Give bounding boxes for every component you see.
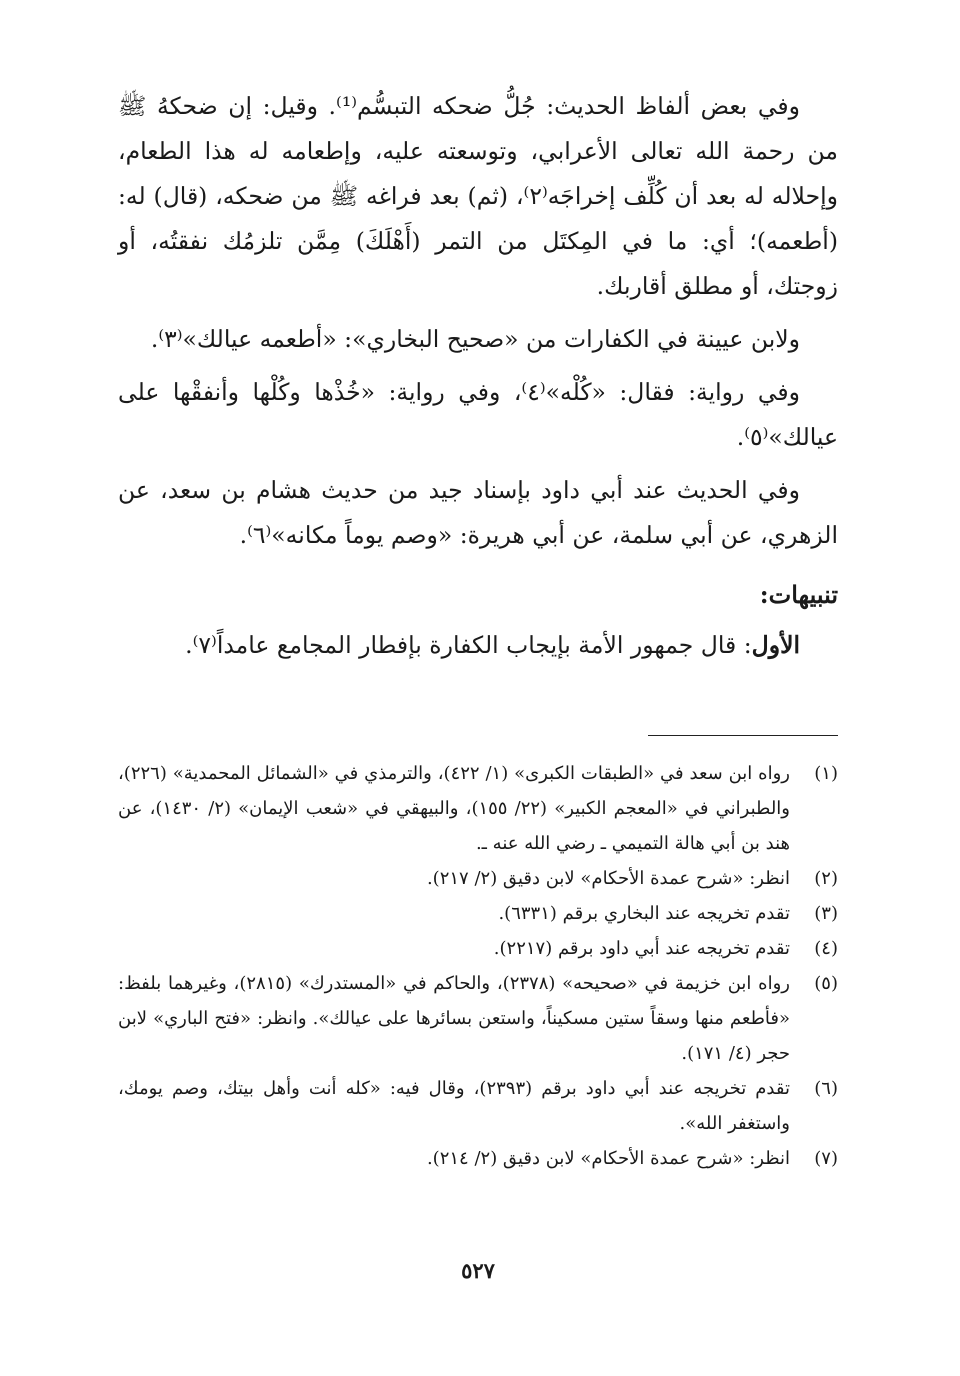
footnote-number: (٦) <box>814 1078 838 1099</box>
footnote-number: (٥) <box>814 973 838 994</box>
footnote-number: (٢) <box>814 868 838 889</box>
footnote-text: رواه ابن خزيمة في «صحيحه» (٢٣٧٨)، والحاكم في «المستدرك» (٢٨١٥)، وغيرهما بلفظ: «فأطعم منها وسقاً ستين مسكيناً، واستعن بسائرها على عيالك». وانظر: «فتح الباري» لابن حجر (٤/ ١٧١). <box>118 973 790 1064</box>
footnote-5 <box>118 966 838 1071</box>
paragraph-4: وفي الحديث عند أبي داود بإسناد جيد من حديث هشام بن سعد، عن الزهري، عن أبي سلمة، عن أبي هريرة: «وصم يوماً مكانه»⁽٦⁾. <box>118 476 838 549</box>
footnote-text: تقدم تخريجه عند أبي داود برقم (٢٢١٧). <box>493 938 790 959</box>
footnote-1 <box>118 756 838 861</box>
footnote-4 <box>118 931 838 966</box>
paragraph-1: وفي بعض ألفاظ الحديث: جُلُّ ضحكه التبسُّم⁽¹⁾. وقيل: إن ضحكهُ ﷺ من رحمة الله تعالى الأعرابي، وتوسعته عليه، وإطعامه له هذا الطعام، وإحلاله له بعد أن كُلِّف إخراجَه⁽٢⁾، (ثم) بعد فراغه ﷺ من ضحكه، (قال) له: (أطعمه)؛ أي: ما في المِكتَل من التمر (أَهْلَكَ) مِمَّن تلزمُك نفقتُه، أو زوجتك، أو مطلق أقاربك. <box>118 92 838 300</box>
paragraph-5-text: : قال جمهور الأمة بإيجاب الكفارة بإفطار المجامع عامداً⁽٧⁾. <box>185 631 752 659</box>
book-page <box>118 84 838 1354</box>
footnote-text: انظر: «شرح عمدة الأحكام» لابن دقيق (٢/ ٢١٤). <box>426 1148 790 1169</box>
footnote-number: (٤) <box>814 938 838 959</box>
main-text <box>118 84 838 668</box>
footnote-text: انظر: «شرح عمدة الأحكام» لابن دقيق (٢/ ٢١٧). <box>426 868 790 889</box>
page-number: ٥٢٧ <box>461 1258 495 1283</box>
paragraph-3: وفي رواية: فقال: «كُلْه»⁽٤⁾، وفي رواية: «خُذْها وكُلْها وأنفقْها على عيالك»⁽٥⁾. <box>118 378 838 451</box>
footnote-separator <box>648 735 838 736</box>
footnote-number: (٧) <box>814 1148 838 1169</box>
footnote-3 <box>118 896 838 931</box>
paragraph-2: ولابن عيينة في الكفارات من «صحيح البخاري»: «أطعمه عيالك»⁽٣⁾. <box>150 325 800 353</box>
footnote-2 <box>118 861 838 896</box>
footnote-number: (١) <box>814 763 838 784</box>
footnote-text: رواه ابن سعد في «الطبقات الكبرى» (١/ ٤٢٢)، والترمذي في «الشمائل المحمدية» (٢٢٦)، والطبراني في «المعجم الكبير» (٢٢/ ١٥٥)، والبيهقي في «شعب الإيمان» (٢/ ١٤٣٠)، عن هند بن أبي هالة التميمي ـ رضي الله عنه ـ. <box>118 763 790 854</box>
footnote-text: تقدم تخريجه عند البخاري برقم (٦٣٣١). <box>498 903 790 924</box>
footnote-6 <box>118 1071 838 1141</box>
section-heading: تنبيهات: <box>759 580 838 609</box>
footnote-7 <box>118 1141 838 1176</box>
footnote-number: (٣) <box>814 903 838 924</box>
paragraph-5-lead: الأول <box>751 631 800 659</box>
footnotes <box>118 756 838 1176</box>
footnote-text: تقدم تخريجه عند أبي داود برقم (٢٣٩٣)، وقال فيه: «كله أنت وأهل بيتك، وصم يومك، واستغفر الله». <box>118 1078 790 1134</box>
paragraph-5 <box>118 623 838 668</box>
